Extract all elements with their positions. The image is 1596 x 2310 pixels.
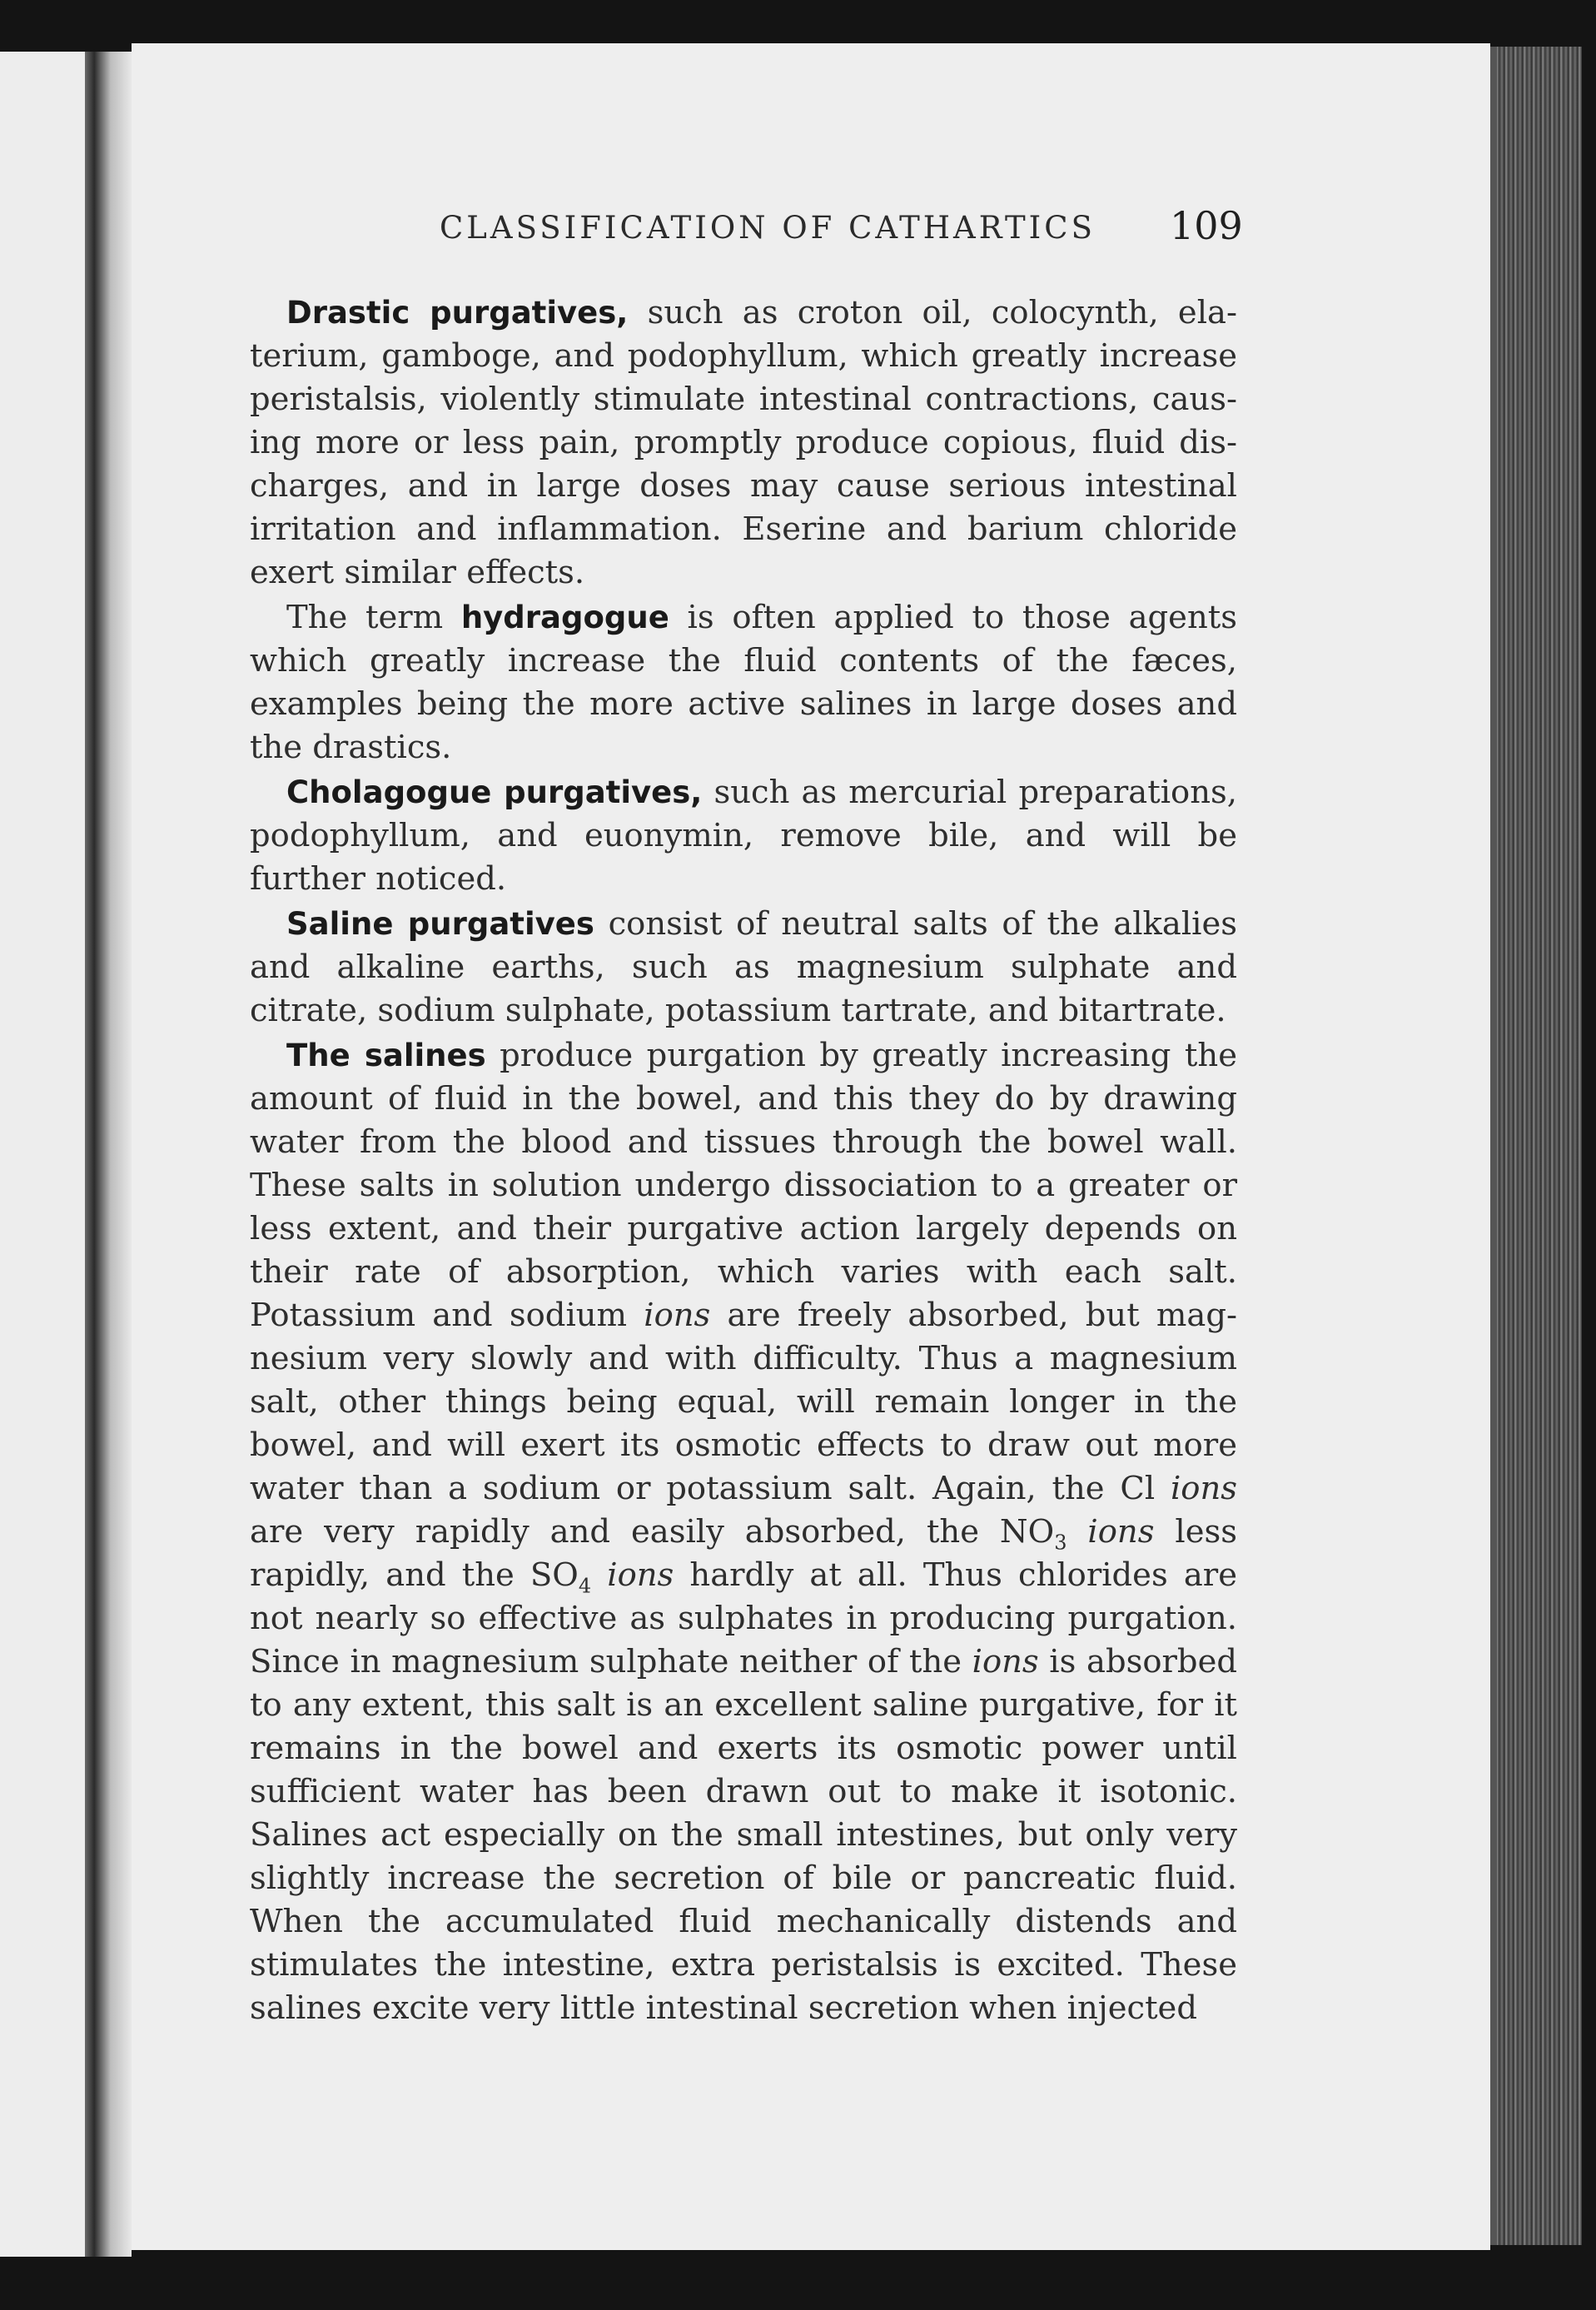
- paragraph-cholagogue-purgatives: [250, 771, 1237, 901]
- paragraph-text: are freely absorbed, but magnesium very slowly and with difficulty. Thus a magnesium salt, other things being equal, will remain longer in the bowel, and will exert its osmotic effects to draw out more water than a sodium or potassium salt. Again, the Cl: [250, 1297, 1238, 1507]
- paragraph-text: consist of neutral salts of the alkalies and alkaline earths, such as magnesium sulphate and citrate, sodium sulphate, potassium tartrate, and bitartrate.: [250, 905, 1237, 1029]
- facing-page-edge: [0, 52, 85, 2257]
- paragraph-text: is absorbed to any extent, this salt is an excellent saline purgative, for it remains in the bowel and exerts its osmotic power until sufficient water has been drawn out to make it isotonic. Salines act especially on the small intestines, but only very slightly increase the secretion of bile or pancreatic fluid. When the accumulated fluid mechanically distends and stimulates the intestine, extra peristalsis is excited. These salines excite very little intestinal secretion when injected: [250, 1643, 1237, 2027]
- italic-ions: ions: [607, 1556, 674, 1594]
- paragraph-text: such as croton oil, colocynth, elaterium, gamboge, and podophyllum, which greatly increase peristalsis, violently stimulate intestinal contractions, causing more or less pain, promptly produce copious, fluid discharges, and in large doses may cause serious intestinal irritation and inflammation. Eserine and barium chloride exert similar effects.: [250, 294, 1237, 591]
- term-saline-purgatives: Saline purgatives: [286, 906, 594, 942]
- paragraph-text: produce purgation by greatly increasing the amount of fluid in the bowel, and this they do by drawing water from the blood and tissues through the bowel wall. These salts in solution undergo dissociation to a greater or less extent, and their purgative action largely depends on their rate of absorption, which varies with each salt. Potassium and sodium: [250, 1037, 1237, 1334]
- paragraph-saline-purgatives: [250, 903, 1237, 1033]
- term-the-salines: The salines: [286, 1038, 486, 1073]
- italic-ions: ions: [1087, 1513, 1155, 1551]
- body-text: [250, 291, 1237, 2032]
- term-cholagogue-purgatives: Cholagogue purgatives,: [286, 774, 703, 810]
- paragraph-the-salines: [250, 1034, 1237, 2030]
- paragraph-hydragogue: [250, 596, 1237, 769]
- italic-ions: ions: [972, 1643, 1039, 1680]
- term-drastic-purgatives: Drastic purgatives,: [286, 295, 629, 331]
- paragraph-text: is often applied to those agents which greatly increase the fluid contents of the fæces, examples being the more active salines in large doses and the drastics.: [250, 599, 1237, 766]
- paragraph-text: such as mercurial preparations, podophyllum, and euonymin, remove bile, and will be further noticed.: [250, 774, 1237, 898]
- subscript-4: 4: [578, 1574, 592, 1598]
- page-stack-edge: [1490, 47, 1582, 2245]
- book-gutter: [85, 52, 132, 2257]
- paragraph-text: hardly at all. Thus chlorides are not nearly so effective as sulphates in producing purgation. Since in magnesium sulphate neither of the: [250, 1556, 1237, 1680]
- paragraph-text: The term: [286, 599, 461, 636]
- paragraph-text: less rapidly, and the SO: [250, 1513, 1237, 1594]
- italic-ions: ions: [1170, 1470, 1237, 1507]
- term-hydragogue: hydragogue: [460, 600, 669, 635]
- paragraph-text: are very rapidly and easily absorbed, the NO: [250, 1513, 1055, 1551]
- page-number: 109: [1170, 203, 1243, 248]
- italic-ions: ions: [644, 1297, 711, 1334]
- paragraph-drastic-purgatives: [250, 291, 1237, 595]
- subscript-3: 3: [1054, 1531, 1067, 1555]
- running-header: CLASSIFICATION OF CATHARTICS: [440, 210, 1096, 246]
